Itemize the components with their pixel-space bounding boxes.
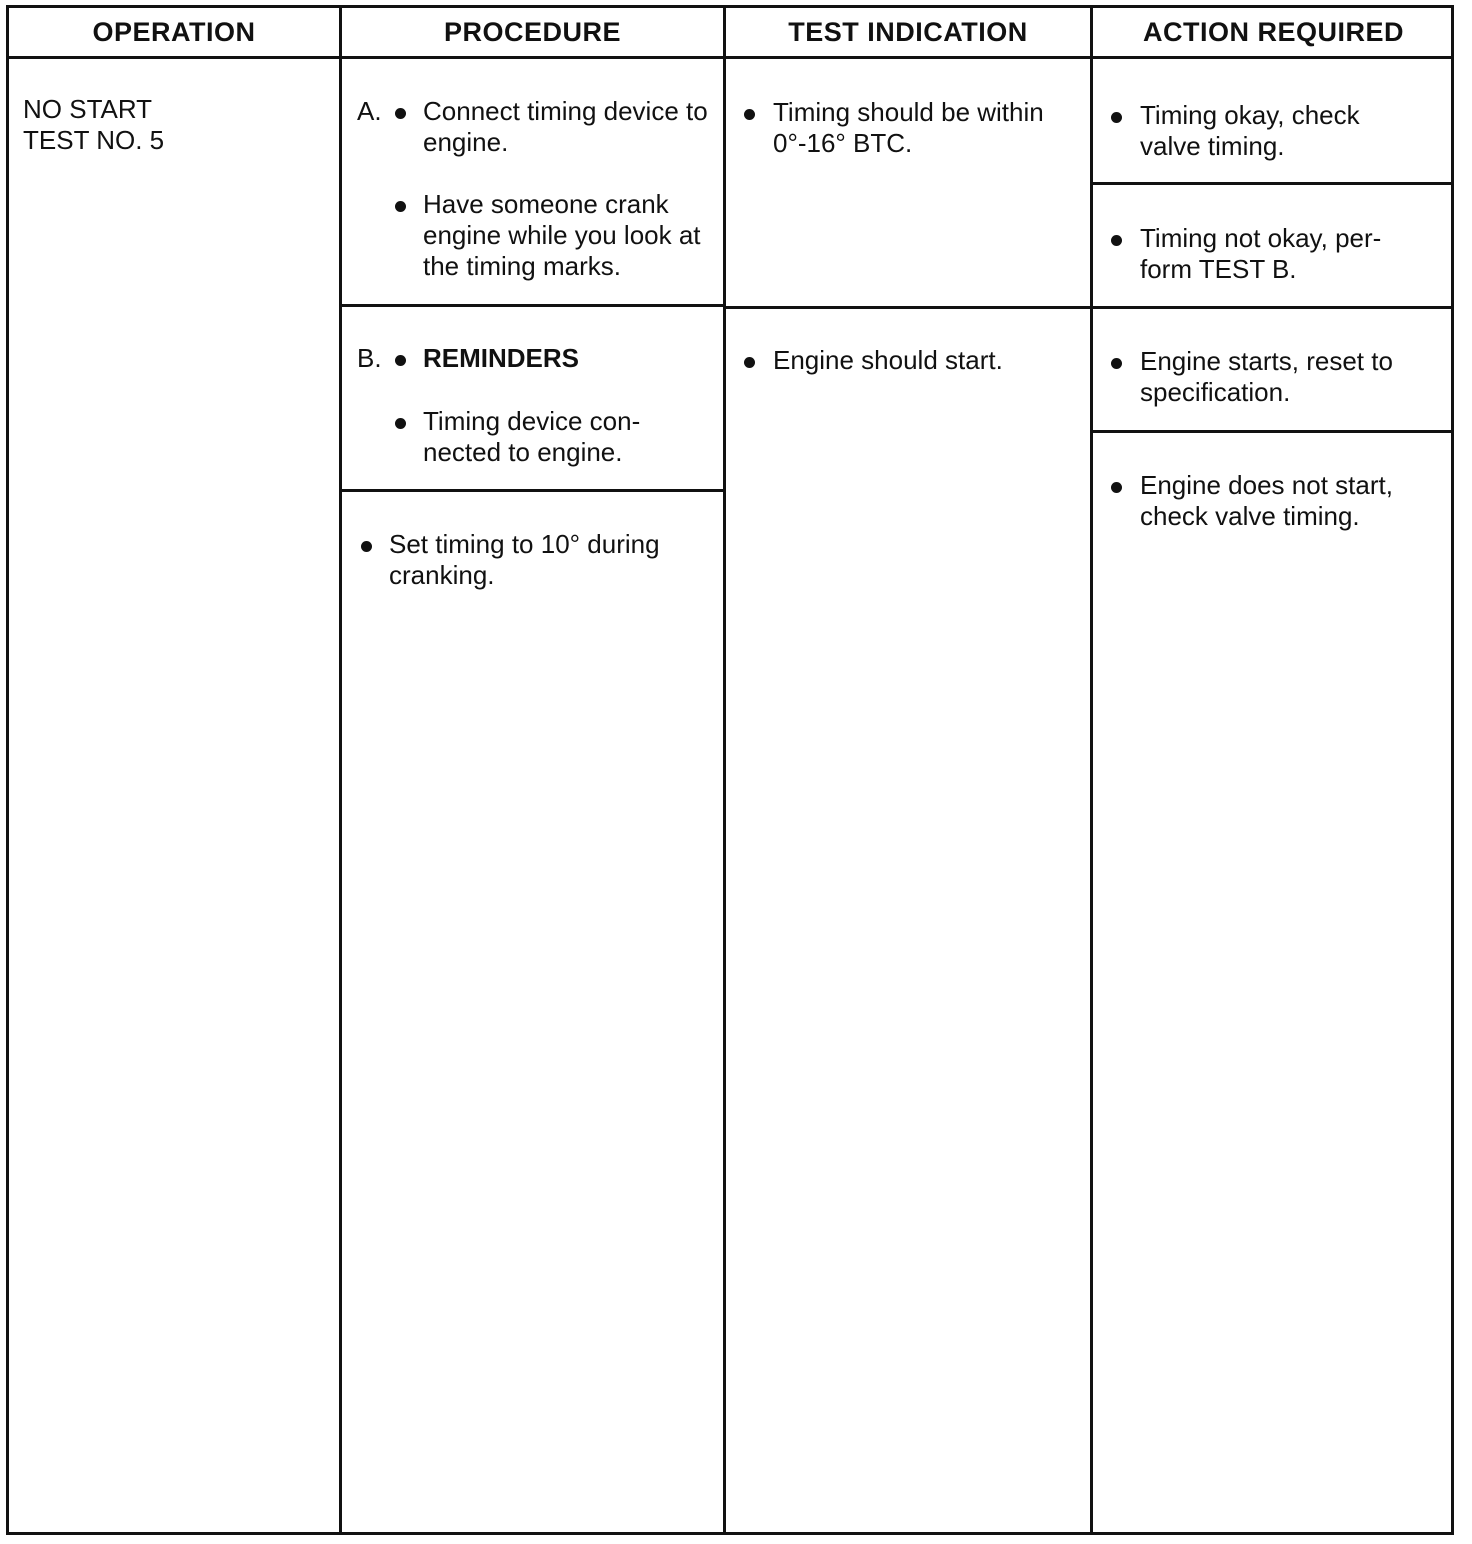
bullet-icon <box>395 355 406 366</box>
troubleshooting-table <box>6 5 1454 1535</box>
test-indication-item: Engine should start. <box>773 345 1003 375</box>
bullet-icon <box>1111 235 1122 246</box>
action-item: Timing not okay, per- form TEST B. <box>1140 223 1382 284</box>
bullet-icon <box>1111 112 1122 123</box>
row-divider <box>1093 306 1451 309</box>
bullet-icon <box>1111 482 1122 493</box>
action-item: Engine does not start, check valve timing. <box>1140 470 1393 531</box>
operation-name: NO START <box>23 94 153 124</box>
bullet-icon <box>395 201 406 212</box>
column-divider <box>339 8 342 1532</box>
bullet-icon <box>1111 358 1122 369</box>
action-item: Timing okay, check valve timing. <box>1140 100 1360 161</box>
procedure-item: Have someone crank engine while you look at the timing marks. <box>423 189 701 281</box>
header-procedure: PROCEDURE <box>443 17 622 47</box>
row-divider <box>342 304 723 307</box>
row-divider <box>342 489 723 492</box>
row-divider <box>1093 430 1451 433</box>
column-divider <box>723 8 726 1532</box>
bullet-icon <box>395 418 406 429</box>
procedure-reminders-heading: REMINDERS <box>423 343 580 373</box>
bullet-icon <box>744 357 755 368</box>
bullet-icon <box>744 109 755 120</box>
row-divider <box>726 306 1090 309</box>
bullet-icon <box>395 108 406 119</box>
header-action-required: ACTION REQUIRED <box>1142 17 1404 47</box>
test-indication-item: Timing should be within 0°-16° BTC. <box>773 97 1044 158</box>
procedure-step-label: B. <box>357 343 382 373</box>
header-test-indication: TEST INDICATION <box>788 17 1028 47</box>
header-operation: OPERATION <box>92 17 256 47</box>
bullet-icon <box>361 541 372 552</box>
operation-test-number: TEST NO. 5 <box>23 125 165 155</box>
procedure-item: Connect timing device to engine. <box>423 96 708 157</box>
action-item: Engine starts, reset to specification. <box>1140 346 1393 407</box>
procedure-step-label: A. <box>357 96 382 126</box>
procedure-item: Set timing to 10° during cranking. <box>389 529 660 590</box>
column-divider <box>1090 8 1093 1532</box>
procedure-item: Timing device con- nected to engine. <box>423 406 641 467</box>
row-divider <box>1093 182 1451 185</box>
